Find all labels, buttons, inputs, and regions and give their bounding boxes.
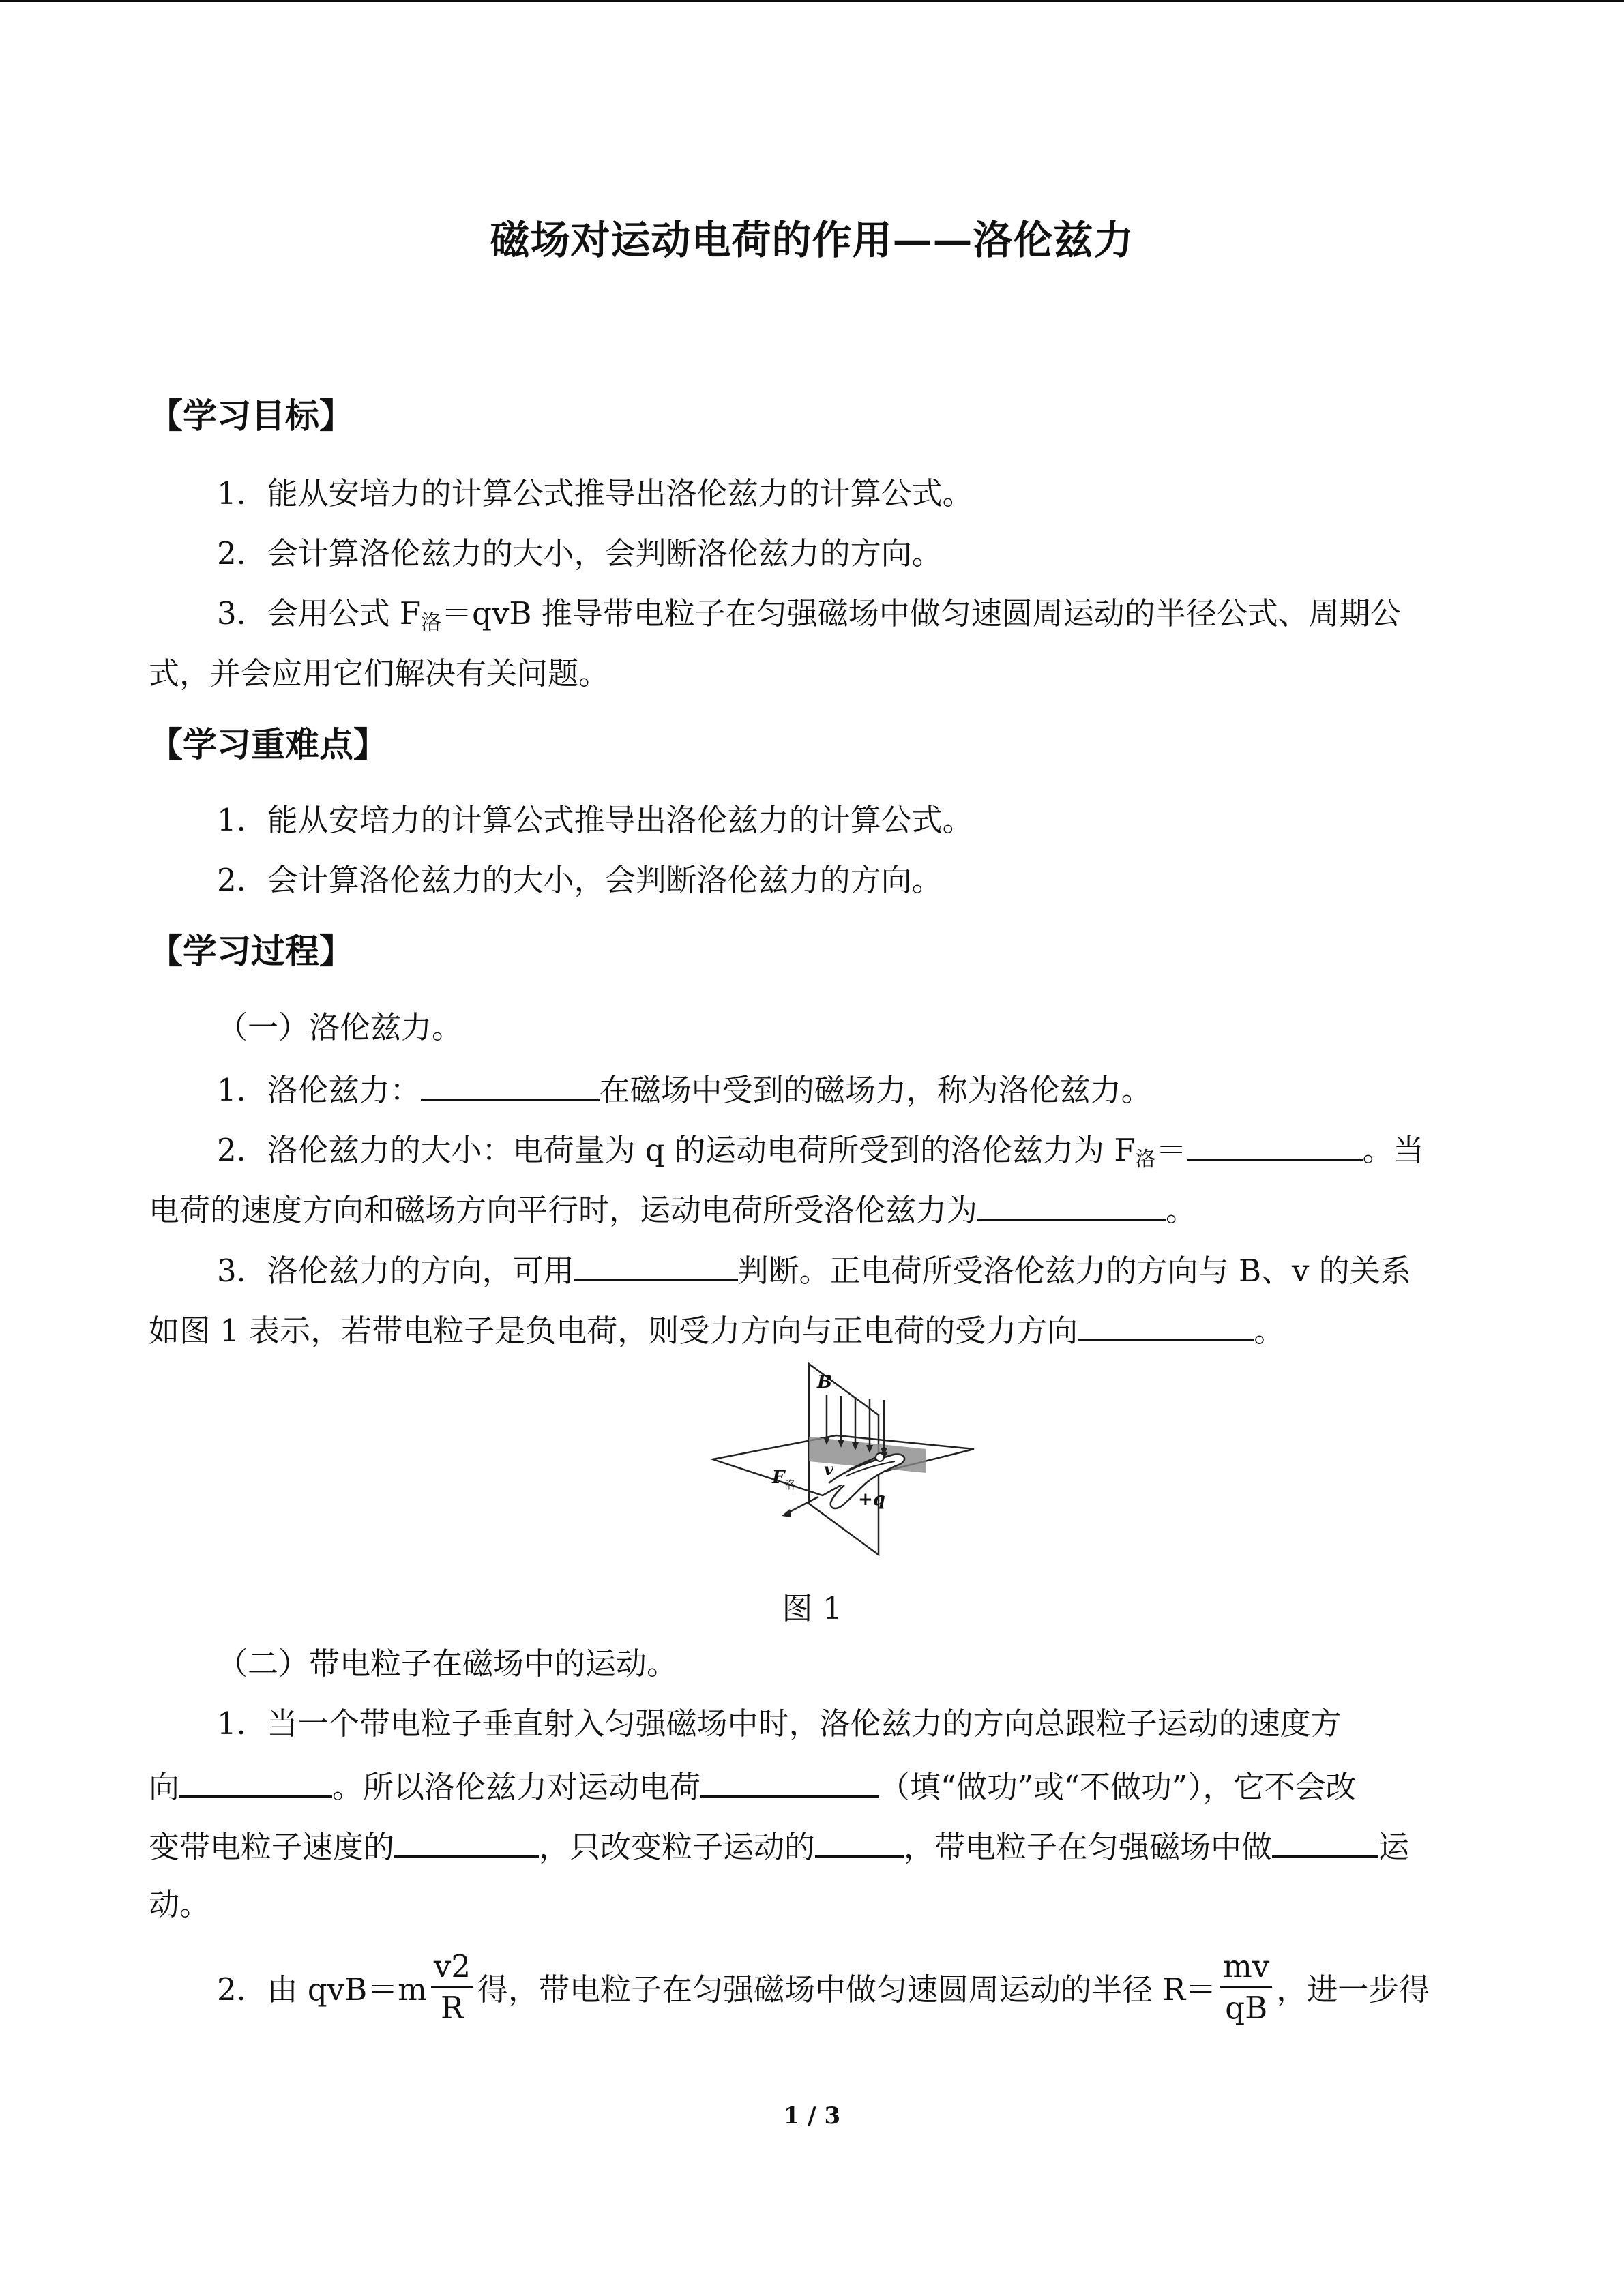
goal-item-3 (217, 593, 1401, 644)
fraction-denominator: qB (1225, 1990, 1268, 2026)
blank-2[interactable] (1187, 1127, 1363, 1161)
blank-3[interactable] (977, 1187, 1166, 1221)
text: 2．洛伦兹力的大小：电荷量为 q 的运动电荷所受到的洛伦兹力为 F (217, 1132, 1136, 1168)
text: ，带电粒子在匀强磁场中做 (904, 1829, 1273, 1865)
part2-line-1: 1．当一个带电粒子垂直射入匀强磁场中时，洛伦兹力的方向总跟粒子运动的速度方 (217, 1705, 1342, 1742)
key-points-heading: 【学习重难点】 (149, 725, 387, 764)
label-q: +q (858, 1489, 885, 1510)
text: ，进一步得 (1276, 1971, 1430, 2008)
blank-9[interactable] (815, 1824, 904, 1858)
fraction-v2-over-R (431, 1948, 473, 2029)
label-F: F (772, 1467, 785, 1488)
part1-line-2 (217, 1127, 1424, 1180)
subscript: 洛 (1135, 1148, 1156, 1172)
goal-item-1: 1．能从安培力的计算公式推导出洛伦兹力的计算公式。 (217, 475, 973, 511)
text: 判断。正电荷所受洛伦兹力的方向与 B、v 的关系 (737, 1253, 1411, 1289)
goal-item-2: 2．会计算洛伦兹力的大小，会判断洛伦兹力的方向。 (217, 535, 943, 571)
text: 变带电粒子速度的 (149, 1829, 395, 1865)
figure-caption: 图 1 (782, 1590, 842, 1626)
blank-6[interactable] (179, 1764, 332, 1798)
text: 得，带电粒子在匀强磁场中做匀速圆周运动的半径 R＝ (477, 1971, 1217, 2008)
charge-dot (876, 1453, 884, 1461)
blank-7[interactable] (700, 1764, 879, 1798)
fraction-mv-over-qB (1220, 1948, 1272, 2029)
label-F-sub: 洛 (784, 1478, 796, 1491)
text: ，只改变粒子运动的 (539, 1829, 816, 1865)
label-v: v (824, 1459, 833, 1479)
key-point-2: 2．会计算洛伦兹力的大小，会判断洛伦兹力的方向。 (217, 862, 943, 898)
page-title: 磁场对运动电荷的作用——洛伦兹力 (490, 217, 1134, 263)
page-number: 1 / 3 (783, 2102, 841, 2130)
force-arrow (786, 1497, 818, 1514)
goal-item-3-suffix: ＝qvB 推导带电粒子在匀强磁场中做匀速圆周运动的半径公式、周期公 (441, 595, 1401, 631)
goal-item-3-prefix: 3．会用公式 F (217, 595, 422, 631)
key-point-1: 1．能从安培力的计算公式推导出洛伦兹力的计算公式。 (217, 802, 973, 838)
part2-line-5 (217, 1949, 1430, 2033)
part2-line-3 (149, 1824, 1409, 1868)
fraction-denominator: R (440, 1990, 464, 2026)
text: 。 (1166, 1192, 1197, 1228)
top-border (0, 0, 1624, 2)
part2-line-2 (149, 1764, 1357, 1808)
part1-line-5 (149, 1308, 1284, 1352)
text: 。所以洛伦兹力对运动电荷 (332, 1769, 701, 1805)
part2-line-4: 动。 (149, 1886, 211, 1922)
text: 1．洛伦兹力： (217, 1072, 421, 1108)
goals-heading: 【学习目标】 (149, 396, 353, 436)
text: 在磁场中受到的磁场力，称为洛伦兹力。 (599, 1072, 1152, 1108)
text: ＝ (1155, 1132, 1187, 1168)
part1-line-3 (149, 1187, 1196, 1231)
blank-5[interactable] (1078, 1308, 1254, 1341)
fraction-numerator: mv (1220, 1948, 1272, 1988)
goal-item-3-cont: 式，并会应用它们解决有关问题。 (149, 655, 610, 691)
part1-title: （一）洛伦兹力。 (217, 1009, 463, 1045)
figure-lorentz-force (709, 1360, 982, 1558)
blank-8[interactable] (394, 1824, 539, 1858)
goal-item-3-sub: 洛 (421, 611, 442, 635)
text: 3．洛伦兹力的方向，可用 (217, 1253, 574, 1289)
part1-line-1 (217, 1067, 1152, 1111)
fraction-numerator: v2 (431, 1948, 473, 1988)
text: 2．由 qvB＝m (217, 1971, 427, 2008)
text: 如图 1 表示，若带电粒子是负电荷，则受力方向与正电荷的受力方向 (149, 1313, 1078, 1349)
text: 。当 (1362, 1132, 1424, 1168)
part2-title: （二）带电粒子在磁场中的运动。 (217, 1645, 678, 1682)
process-heading: 【学习过程】 (149, 931, 353, 971)
text: 。 (1254, 1313, 1285, 1349)
blank-10[interactable] (1272, 1824, 1378, 1858)
blank-1[interactable] (421, 1067, 600, 1101)
text: 运 (1378, 1829, 1410, 1865)
blank-4[interactable] (574, 1248, 738, 1281)
label-B: B (817, 1372, 832, 1392)
text: （填“做功”或“不做功”），它不会改 (879, 1769, 1357, 1805)
force-arrowhead (782, 1509, 791, 1517)
part1-line-4 (217, 1248, 1411, 1292)
text: 电荷的速度方向和磁场方向平行时，运动电荷所受洛伦兹力为 (149, 1192, 978, 1228)
text: 向 (149, 1769, 180, 1805)
